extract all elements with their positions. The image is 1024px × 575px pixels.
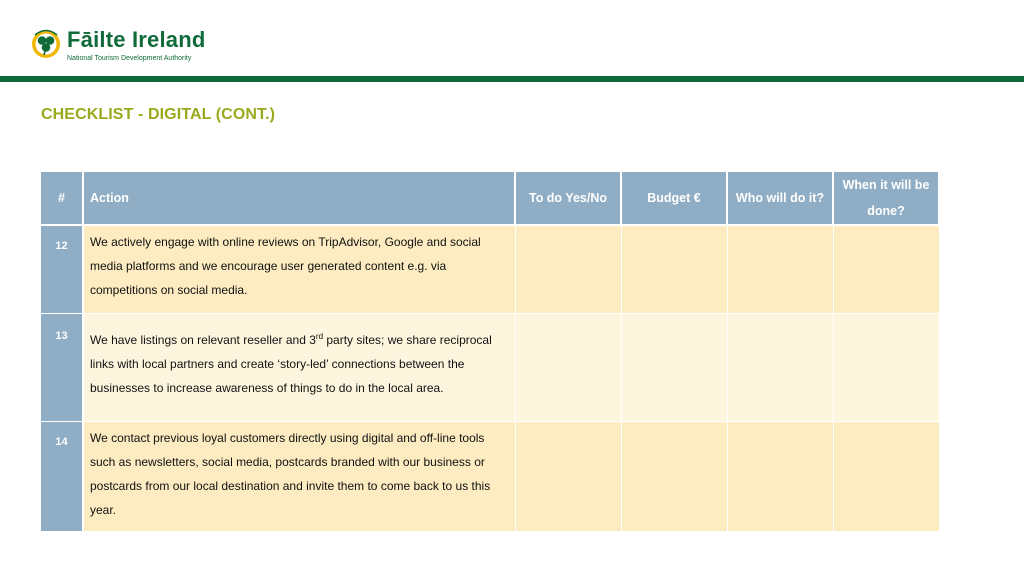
who-cell[interactable] (727, 225, 833, 314)
row-action (83, 314, 515, 422)
header-budget: Budget € (621, 172, 727, 225)
todo-cell[interactable] (515, 422, 621, 532)
header-band (0, 76, 1024, 82)
row-action: We contact previous loyal customers directly using digital and off-line tools such as newsletters, social media, postcards branded with our business or postcards from our local destination and invite them to come back to us this year. (83, 422, 515, 532)
page-header (0, 0, 1024, 76)
shamrock-logo-icon (31, 28, 61, 60)
ordinal-superscript: rd (315, 332, 324, 341)
table-row (41, 225, 939, 314)
table-row (41, 422, 939, 532)
row-action-text: We have listings on relevant reseller and 3 (90, 333, 316, 347)
budget-cell[interactable] (621, 225, 727, 314)
row-action: We actively engage with online reviews on TripAdvisor, Google and social media platforms and we encourage user generated content e.g. via competitions on social media. (83, 225, 515, 314)
row-number: 14 (41, 422, 83, 532)
todo-cell[interactable] (515, 225, 621, 314)
header-todo: To do Yes/No (515, 172, 621, 225)
budget-cell[interactable] (621, 422, 727, 532)
row-number: 12 (41, 225, 83, 314)
row-number: 13 (41, 314, 83, 422)
brand-name: Fāilte Ireland (67, 27, 206, 52)
table-header-row (41, 172, 939, 225)
header-action: Action (83, 172, 515, 225)
todo-cell[interactable] (515, 314, 621, 422)
when-cell[interactable] (833, 314, 939, 422)
table-row (41, 314, 939, 422)
budget-cell[interactable] (621, 314, 727, 422)
who-cell[interactable] (727, 422, 833, 532)
checklist-table (41, 172, 940, 532)
failte-ireland-logo[interactable] (31, 28, 206, 63)
page-title: CHECKLIST - DIGITAL (CONT.) (41, 106, 276, 123)
row-action-text-cont: party sites; we share reciprocal links with local partners and create ‘story-led’ connections between the businesses to increase awareness of things to do in the local area. (90, 333, 492, 395)
brand-tagline: National Tourism Development Authority (67, 55, 192, 62)
header-when: When it will be done? (833, 172, 939, 225)
who-cell[interactable] (727, 314, 833, 422)
header-who: Who will do it? (727, 172, 833, 225)
when-cell[interactable] (833, 422, 939, 532)
header-number: # (41, 172, 83, 225)
when-cell[interactable] (833, 225, 939, 314)
